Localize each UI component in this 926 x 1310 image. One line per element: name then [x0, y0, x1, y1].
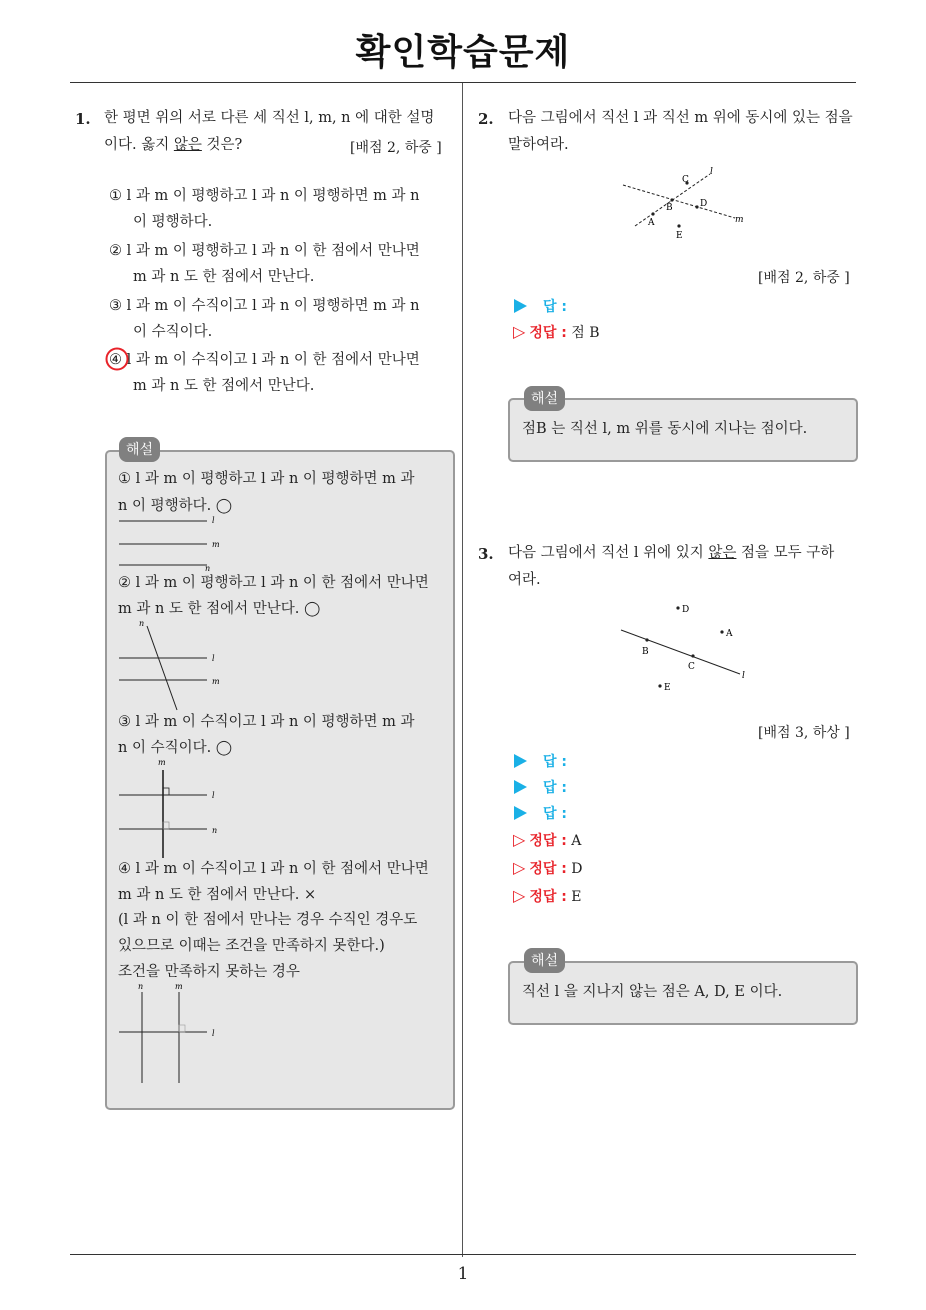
q3-answer-row-1[interactable]: 답 :	[514, 751, 567, 771]
q1-line1: 한 평면 위의 서로 다른 세 직선 l, m, n 에 대한 설명	[104, 110, 435, 126]
q2-answer-row[interactable]: 답 :	[514, 296, 567, 316]
q1-figure-3	[115, 756, 235, 860]
option-mark: ②	[109, 243, 122, 259]
answer-arrow-icon	[514, 780, 527, 794]
q2-label-m: m	[735, 215, 744, 225]
correct-arrow-icon: ▷	[513, 830, 526, 849]
q1-sol2-line1: ② l 과 m 이 평행하고 l 과 n 이 한 점에서 만나면	[118, 575, 429, 591]
q1-sol4-line5: 조건을 만족하지 못하는 경우	[118, 964, 300, 980]
q1-option-3[interactable]	[109, 293, 419, 320]
page-title: 확인학습문제	[355, 32, 571, 73]
q3-correct-row-1: ▷ 정답 : A	[513, 830, 582, 849]
q1-option-1[interactable]	[109, 183, 419, 210]
fig1-label-l: l	[212, 516, 215, 525]
q1-sol3-line1: ③ l 과 m 이 수직이고 l 과 n 이 평행하면 m 과	[118, 714, 415, 730]
q1-sol4-line1: ④ l 과 m 이 수직이고 l 과 n 이 한 점에서 만나면	[118, 861, 429, 877]
q3-label-C: C	[688, 662, 695, 672]
q2-label-B: B	[666, 203, 673, 213]
q1-sol1-line2: n 이 평행하다. ◯	[118, 498, 233, 514]
q2-label-l: l	[710, 167, 713, 177]
q1-underlined-word: 않은	[173, 137, 202, 153]
footer-rule	[70, 1254, 856, 1255]
q3-correct-row-3: ▷ 정답 : E	[513, 886, 582, 905]
q3-figure	[615, 598, 755, 698]
q1-sol3-line2: n 이 수직이다. ◯	[118, 740, 233, 756]
correct-arrow-icon: ▷	[513, 886, 526, 905]
q1-option-2-cont: m 과 n 도 한 점에서 만난다.	[133, 269, 315, 285]
q1-option-3-cont: 이 수직이다.	[133, 324, 213, 340]
option-mark: ③	[109, 298, 122, 314]
q1-number: 1.	[75, 110, 91, 128]
answer-arrow-icon	[514, 754, 527, 768]
q3-label-l: l	[742, 671, 745, 681]
q1-figure-2	[115, 618, 235, 714]
answer-arrow-icon	[514, 299, 527, 313]
q3-answer-row-3[interactable]: 답 :	[514, 803, 567, 823]
answer-arrow-icon	[514, 806, 527, 820]
fig3-label-l: l	[212, 791, 215, 800]
fig2-label-l: l	[212, 654, 215, 663]
option-mark: ①	[109, 188, 122, 204]
fig1-label-m: m	[212, 540, 220, 549]
q1-figure-1	[115, 514, 235, 572]
q1-option-1-cont: 이 평행하다.	[133, 214, 213, 230]
q2-correct-row: ▷ 정답 : 점 B	[513, 322, 600, 341]
option-text: l 과 m 이 수직이고 l 과 n 이 한 점에서 만나면	[126, 352, 420, 368]
q1-option-4-cont: m 과 n 도 한 점에서 만난다.	[133, 378, 315, 394]
q3-line1: 다음 그림에서 직선 l 위에 있지 않은 점을 모두 구하	[508, 545, 835, 561]
q2-label-A: A	[648, 218, 655, 228]
header-rule	[70, 82, 856, 83]
fig3-label-n: n	[212, 826, 218, 835]
column-divider	[462, 83, 463, 1257]
q3-solution-text: 직선 l 을 지나지 않는 점은 A, D, E 이다.	[522, 984, 783, 1000]
q1-sol4-line3: (l 과 n 이 한 점에서 만나는 경우 수직인 경우도	[118, 912, 418, 928]
q3-correct-row-2: ▷ 정답 : D	[513, 858, 583, 877]
q2-label-E: E	[676, 231, 683, 241]
q2-line2: 말하여라.	[508, 137, 569, 153]
q2-label-D: D	[700, 199, 708, 209]
q3-line2: 여라.	[508, 572, 541, 588]
q3-label-A: A	[726, 629, 733, 639]
fig2-label-n: n	[139, 619, 145, 628]
correct-arrow-icon: ▷	[513, 858, 526, 877]
q1-option-4[interactable]	[109, 347, 420, 374]
fig4-label-m: m	[175, 982, 183, 991]
q3-solution-tag: 해설	[524, 948, 565, 973]
q1-sol2-line2: m 과 n 도 한 점에서 만난다. ◯	[118, 601, 321, 617]
q2-line1: 다음 그림에서 직선 l 과 직선 m 위에 동시에 있는 점을	[508, 110, 853, 126]
q1-sol4-line4: 있으므로 이때는 조건을 만족하지 못한다.)	[118, 938, 385, 954]
q2-score: [배점 2, 하중 ]	[758, 270, 850, 286]
fig4-label-l: l	[212, 1029, 215, 1038]
q3-underlined-word: 않은	[708, 545, 737, 561]
q3-label-B: B	[642, 647, 649, 657]
q1-sol1-line1: ① l 과 m 이 평행하고 l 과 n 이 평행하면 m 과	[118, 471, 415, 487]
q3-label-E: E	[664, 683, 671, 693]
q2-solution-tag: 해설	[524, 386, 565, 411]
fig2-label-m: m	[212, 677, 220, 686]
q3-answer-row-2[interactable]: 답 :	[514, 777, 567, 797]
option-text: l 과 m 이 평행하고 l 과 n 이 한 점에서 만나면	[126, 243, 420, 259]
q2-label-C: C	[682, 175, 689, 185]
q2-correct-value: 점 B	[571, 325, 600, 341]
option-text: l 과 m 이 수직이고 l 과 n 이 평행하면 m 과 n	[126, 298, 420, 314]
page-number: 1	[457, 1264, 469, 1284]
q2-solution-text: 점B 는 직선 l, m 위를 동시에 지나는 점이다.	[522, 421, 808, 437]
q1-option-2[interactable]	[109, 238, 420, 265]
option-mark: ④	[109, 352, 122, 368]
fig4-label-n: n	[138, 982, 144, 991]
q2-figure	[615, 162, 755, 242]
option-text: l 과 m 이 평행하고 l 과 n 이 평행하면 m 과 n	[126, 188, 420, 204]
q1-figure-4	[115, 980, 235, 1086]
q3-number: 3.	[478, 545, 494, 563]
q3-label-D: D	[682, 605, 690, 615]
fig3-label-m: m	[158, 758, 166, 767]
q1-score: [배점 2, 하중 ]	[350, 140, 442, 156]
correct-arrow-icon: ▷	[513, 322, 526, 341]
q3-score: [배점 3, 하상 ]	[758, 725, 850, 741]
q1-line2: 이다. 옳지 않은 것은?	[104, 137, 243, 153]
q1-sol4-line2: m 과 n 도 한 점에서 만난다. ×	[118, 887, 317, 903]
q1-solution-tag: 해설	[119, 437, 160, 462]
fig1-label-n: n	[205, 564, 211, 572]
q2-number: 2.	[478, 110, 494, 128]
selected-answer-circle-icon	[104, 346, 130, 372]
